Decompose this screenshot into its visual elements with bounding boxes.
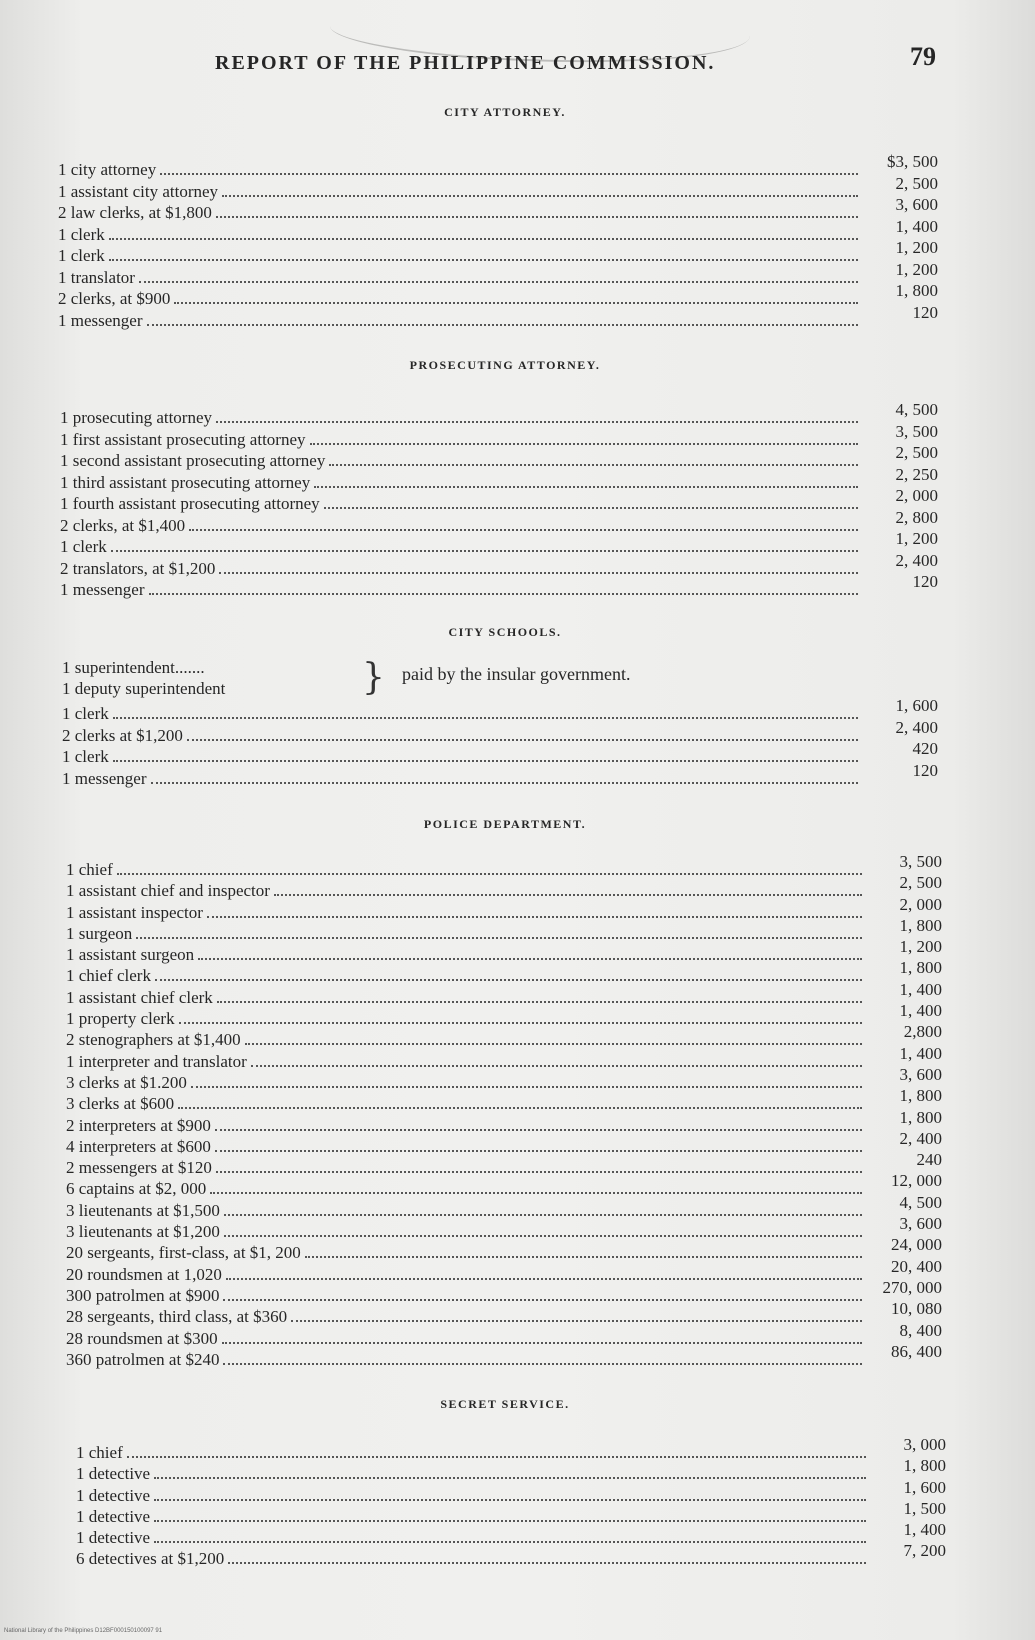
line-item-amount: 20, 400 bbox=[891, 1256, 942, 1276]
line-item-amount: 1, 400 bbox=[895, 216, 938, 236]
line-item-amount: 3, 000 bbox=[903, 1435, 946, 1454]
dot-leader bbox=[215, 1129, 862, 1131]
line-item-amount: 3, 600 bbox=[895, 195, 938, 214]
line-item-label: 1 detective bbox=[76, 1528, 151, 1548]
line-item-amount: 1, 800 bbox=[899, 1107, 942, 1127]
dot-leader bbox=[179, 1022, 862, 1024]
line-item-amount: 1, 800 bbox=[903, 1456, 946, 1476]
line-item bbox=[76, 1541, 1035, 1570]
dot-leader bbox=[109, 238, 858, 240]
line-item-amount: 2, 500 bbox=[895, 173, 938, 193]
line-item-label: 360 patrolmen at $240 bbox=[66, 1349, 220, 1369]
line-item-amount: 1, 400 bbox=[903, 1520, 946, 1540]
line-item-label: 1 chief clerk bbox=[66, 966, 151, 986]
line-item-label: 1 clerk bbox=[60, 537, 107, 556]
line-item-amount: 3, 600 bbox=[899, 1064, 942, 1084]
dot-leader bbox=[160, 173, 858, 175]
line-item-label: 1 assistant surgeon bbox=[66, 945, 195, 965]
dot-leader bbox=[314, 486, 858, 488]
line-item-amount: 2, 500 bbox=[895, 443, 938, 462]
line-item-label: 1 detective bbox=[76, 1485, 151, 1505]
line-item-amount: 120 bbox=[912, 760, 938, 780]
line-item bbox=[66, 1341, 1035, 1371]
line-item-amount: 120 bbox=[912, 302, 938, 322]
section-title: SECRET SERVICE. bbox=[440, 1397, 570, 1411]
dot-leader bbox=[174, 302, 858, 304]
line-item-label: 1 fourth assistant prosecuting attorney bbox=[60, 494, 320, 513]
line-item-amount: 2,800 bbox=[903, 1022, 942, 1042]
line-item-label: 1 assistant chief and inspector bbox=[66, 881, 270, 901]
dot-leader bbox=[291, 1320, 862, 1322]
line-item-label: 1 messenger bbox=[60, 580, 145, 599]
line-item-amount: 8, 400 bbox=[899, 1320, 942, 1340]
line-item-label: 2 messengers at $120 bbox=[66, 1158, 212, 1178]
line-item-label: 2 clerks at $1,200 bbox=[62, 725, 183, 745]
dot-leader bbox=[224, 1214, 862, 1216]
dot-leader bbox=[139, 281, 858, 283]
dot-leader bbox=[217, 1001, 862, 1003]
line-item-label: 1 messenger bbox=[62, 768, 147, 788]
line-item bbox=[62, 760, 1035, 791]
line-item-label: 4 interpreters at $600 bbox=[66, 1136, 211, 1156]
line-item-amount: 10, 080 bbox=[891, 1299, 942, 1319]
line-item-amount: 1, 200 bbox=[895, 529, 938, 548]
line-item-amount: 7, 200 bbox=[903, 1541, 946, 1561]
line-item-label: 2 clerks, at $900 bbox=[58, 289, 171, 308]
line-item-label: 1 chief bbox=[66, 860, 113, 879]
line-item-amount: 120 bbox=[912, 572, 938, 591]
dot-leader bbox=[223, 1299, 862, 1301]
line-item-label: 1 chief bbox=[76, 1443, 123, 1462]
line-item-amount: $3, 500 bbox=[887, 152, 938, 171]
line-item-amount: 1, 800 bbox=[899, 958, 942, 978]
dot-leader bbox=[210, 1192, 862, 1194]
brace-note: paid by the insular government. bbox=[402, 664, 631, 684]
line-item-label: 1 clerk bbox=[58, 224, 105, 244]
line-item-label: 20 sergeants, first-class, at $1, 200 bbox=[66, 1243, 301, 1263]
line-item-amount: 2, 500 bbox=[899, 873, 942, 893]
page-header bbox=[0, 42, 1035, 82]
line-item-label: 1 prosecuting attorney bbox=[60, 408, 213, 427]
brace-line: 1 deputy superintendent bbox=[62, 679, 226, 698]
dot-leader bbox=[305, 1256, 862, 1258]
dot-leader bbox=[224, 1235, 862, 1237]
dot-leader bbox=[109, 259, 858, 261]
dot-leader bbox=[191, 1086, 862, 1088]
line-item-amount: 1, 400 bbox=[899, 1043, 942, 1063]
line-item-amount: 4, 500 bbox=[895, 400, 938, 419]
line-item-label: 28 roundsmen at $300 bbox=[66, 1328, 218, 1348]
line-item-label: 6 captains at $2, 000 bbox=[66, 1179, 207, 1199]
line-item-amount: 1, 500 bbox=[903, 1498, 946, 1518]
line-item-amount: 3, 500 bbox=[899, 852, 942, 871]
dot-leader bbox=[223, 1363, 862, 1365]
dot-leader bbox=[151, 782, 858, 784]
line-item-label: 1 property clerk bbox=[66, 1009, 175, 1029]
dot-leader bbox=[189, 529, 858, 531]
line-item-amount: 1, 200 bbox=[899, 937, 942, 957]
dot-leader bbox=[222, 195, 858, 197]
archive-footer-note: National Library of the Philippines D12BF000150100097 91 bbox=[4, 1628, 163, 1634]
dot-leader bbox=[245, 1043, 862, 1045]
line-item-amount: 2, 000 bbox=[899, 894, 942, 914]
dot-leader bbox=[113, 760, 858, 762]
line-item-list bbox=[66, 852, 1035, 1371]
line-item-list bbox=[76, 1435, 1035, 1571]
line-item-label: 1 interpreter and translator bbox=[66, 1051, 247, 1071]
line-item-amount: 1, 800 bbox=[899, 1086, 942, 1106]
line-item-amount: 2, 400 bbox=[895, 550, 938, 570]
line-item-label: 1 clerk bbox=[58, 246, 105, 265]
dot-leader bbox=[111, 550, 858, 552]
dot-leader bbox=[324, 507, 858, 509]
dot-leader bbox=[178, 1107, 862, 1109]
line-item-amount: 270, 000 bbox=[882, 1277, 942, 1297]
line-item-amount: 24, 000 bbox=[891, 1235, 942, 1255]
dot-leader bbox=[216, 421, 858, 423]
line-item-label: 1 messenger bbox=[58, 310, 143, 330]
line-item-label: 1 assistant city attorney bbox=[58, 181, 219, 201]
line-item-label: 1 detective bbox=[76, 1464, 151, 1484]
line-item-amount: 1, 200 bbox=[895, 238, 938, 257]
line-item-label: 6 detectives at $1,200 bbox=[76, 1549, 225, 1569]
insular-paid-group bbox=[62, 658, 762, 701]
line-item-label: 1 second assistant prosecuting attorney bbox=[60, 451, 326, 470]
line-item-amount: 86, 400 bbox=[891, 1341, 942, 1361]
dot-leader bbox=[154, 1477, 866, 1479]
line-item-amount: 2, 250 bbox=[895, 464, 938, 484]
line-item-amount: 2, 400 bbox=[899, 1128, 942, 1148]
section-title: POLICE DEPARTMENT. bbox=[423, 817, 587, 831]
line-item bbox=[58, 302, 1035, 333]
line-item-amount: 4, 500 bbox=[899, 1192, 942, 1212]
line-item-amount: 3, 500 bbox=[895, 421, 938, 441]
line-item-label: 2 translators, at $1,200 bbox=[60, 558, 216, 578]
line-item-label: 2 clerks, at $1,400 bbox=[60, 515, 186, 535]
line-item-amount: 1, 800 bbox=[899, 915, 942, 935]
line-item-label: 300 patrolmen at $900 bbox=[66, 1285, 220, 1305]
dot-leader bbox=[136, 937, 862, 939]
dot-leader bbox=[216, 1171, 862, 1173]
line-item-amount: 2, 800 bbox=[895, 507, 938, 527]
dot-leader bbox=[154, 1520, 866, 1522]
line-item-label: 1 assistant chief clerk bbox=[66, 987, 213, 1007]
line-item-amount: 1, 600 bbox=[895, 696, 938, 715]
brace-line: 1 superintendent....... bbox=[62, 658, 205, 677]
dot-leader bbox=[207, 916, 862, 918]
dot-leader bbox=[251, 1065, 862, 1067]
line-item-list bbox=[62, 696, 1035, 790]
dot-leader bbox=[155, 979, 862, 981]
dot-leader bbox=[198, 958, 862, 960]
line-item-label: 2 stenographers at $1,400 bbox=[66, 1030, 241, 1050]
dot-leader bbox=[127, 1456, 866, 1458]
dot-leader bbox=[113, 717, 858, 719]
line-item-label: 28 sergeants, third class, at $360 bbox=[66, 1307, 288, 1327]
line-item-amount: 2, 400 bbox=[895, 717, 938, 737]
line-item bbox=[60, 572, 1035, 602]
line-item-amount: 1, 400 bbox=[899, 979, 942, 999]
dot-leader bbox=[215, 1150, 862, 1152]
line-item-amount: 1, 400 bbox=[899, 1001, 942, 1021]
line-item-list bbox=[58, 152, 1035, 332]
section-title: CITY SCHOOLS. bbox=[448, 625, 562, 639]
dot-leader bbox=[147, 324, 858, 326]
dot-leader bbox=[219, 572, 858, 574]
curly-brace-icon: } bbox=[362, 657, 385, 698]
line-item-label: 20 roundsmen at 1,020 bbox=[66, 1264, 222, 1284]
line-item-label: 3 clerks at $600 bbox=[66, 1094, 175, 1114]
dot-leader bbox=[329, 464, 858, 466]
dot-leader bbox=[117, 873, 862, 875]
section-title: PROSECUTING ATTORNEY. bbox=[409, 358, 601, 372]
line-item-amount: 2, 000 bbox=[895, 486, 938, 505]
line-item-label: 3 clerks at $1.200 bbox=[66, 1072, 187, 1092]
line-item-label: 1 translator bbox=[58, 267, 135, 287]
running-title: REPORT OF THE PHILIPPINE COMMISSION. bbox=[215, 52, 716, 74]
dot-leader bbox=[154, 1499, 866, 1501]
line-item-list bbox=[60, 400, 1035, 602]
line-item-amount: 420 bbox=[912, 739, 938, 758]
line-item-label: 1 clerk bbox=[62, 747, 109, 766]
dot-leader bbox=[187, 739, 858, 741]
section-title: CITY ATTORNEY. bbox=[444, 105, 566, 119]
line-item-label: 3 lieutenants at $1,500 bbox=[66, 1200, 220, 1220]
dot-leader bbox=[216, 216, 858, 218]
dot-leader bbox=[149, 593, 858, 595]
page-number: 79 bbox=[910, 42, 936, 71]
line-item-label: 1 city attorney bbox=[58, 160, 157, 179]
line-item-label: 2 interpreters at $900 bbox=[66, 1115, 211, 1135]
dot-leader bbox=[274, 894, 862, 896]
line-item-amount: 1, 600 bbox=[903, 1477, 946, 1497]
line-item-label: 1 detective bbox=[76, 1506, 151, 1526]
dot-leader bbox=[154, 1541, 866, 1543]
line-item-label: 3 lieutenants at $1,200 bbox=[66, 1222, 220, 1242]
line-item-amount: 12, 000 bbox=[891, 1171, 942, 1191]
line-item-label: 1 clerk bbox=[62, 704, 109, 723]
dot-leader bbox=[226, 1278, 862, 1280]
line-item-amount: 1, 200 bbox=[895, 259, 938, 279]
line-item-label: 1 assistant inspector bbox=[66, 902, 203, 922]
line-item-amount: 240 bbox=[916, 1150, 942, 1170]
line-item-label: 2 law clerks, at $1,800 bbox=[58, 203, 212, 222]
dot-leader bbox=[228, 1562, 866, 1564]
line-item-label: 1 first assistant prosecuting attorney bbox=[60, 429, 306, 449]
line-item-amount: 1, 800 bbox=[895, 281, 938, 300]
line-item-label: 1 surgeon bbox=[66, 923, 133, 943]
dot-leader bbox=[222, 1342, 862, 1344]
line-item-amount: 3, 600 bbox=[899, 1214, 942, 1234]
dot-leader bbox=[310, 443, 858, 445]
line-item-label: 1 third assistant prosecuting attorney bbox=[60, 472, 311, 492]
